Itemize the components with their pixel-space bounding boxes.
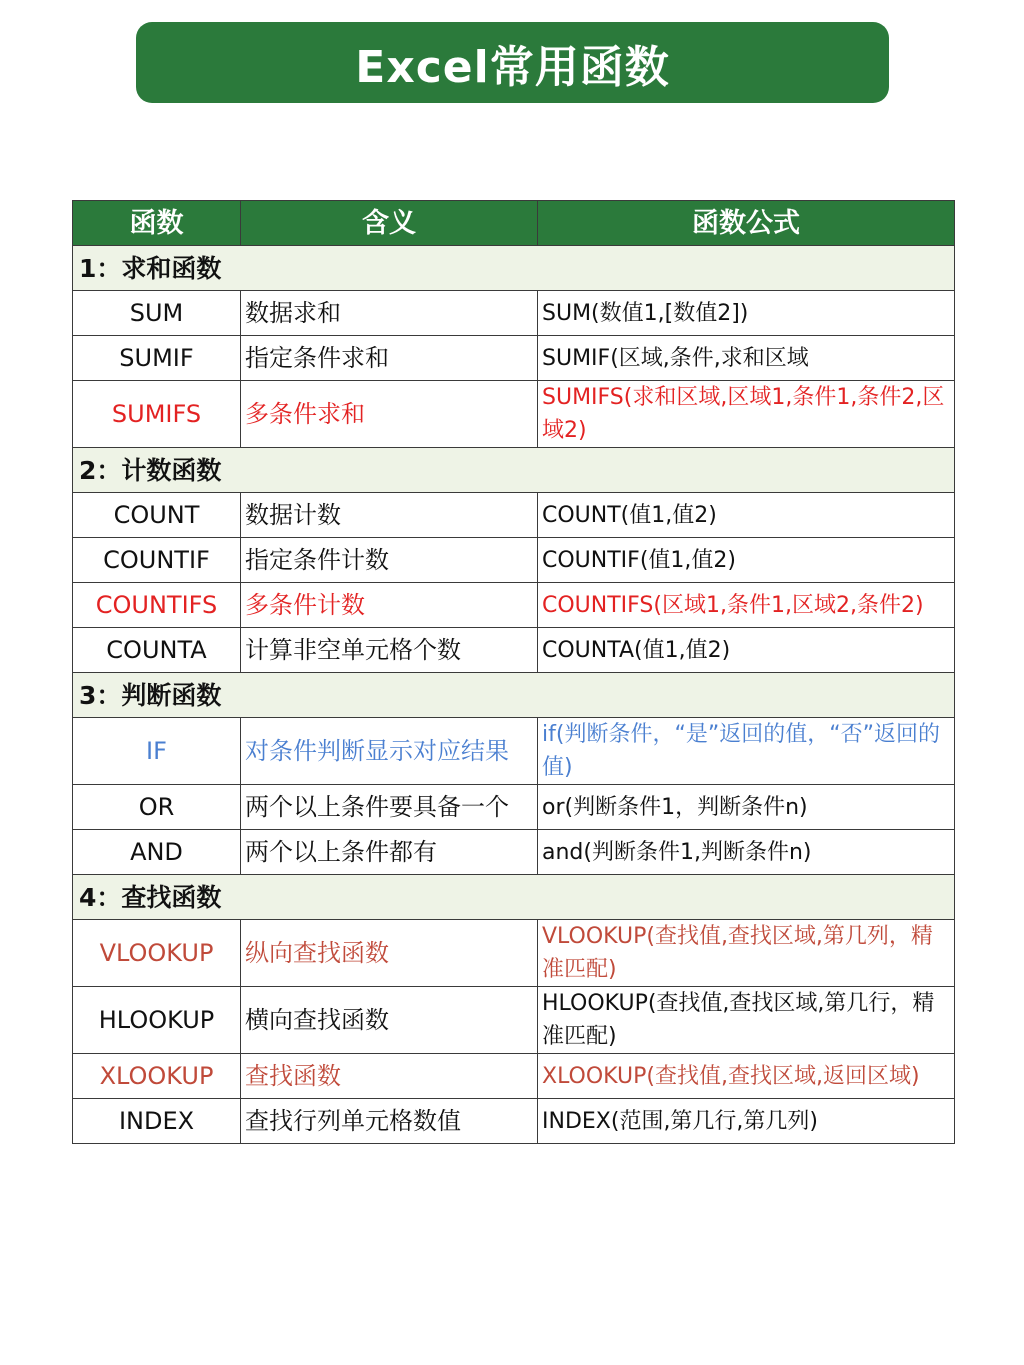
function-meaning: 两个以上条件都有 <box>241 830 538 875</box>
function-meaning: 对条件判断显示对应结果 <box>241 718 538 785</box>
function-name: COUNTIFS <box>73 583 241 628</box>
function-name: SUMIFS <box>73 381 241 448</box>
function-name: INDEX <box>73 1099 241 1144</box>
function-meaning: 数据求和 <box>241 291 538 336</box>
function-meaning: 两个以上条件要具备一个 <box>241 785 538 830</box>
section-label: 4：查找函数 <box>73 875 955 920</box>
section-label: 1：求和函数 <box>73 246 955 291</box>
function-name: HLOOKUP <box>73 987 241 1054</box>
function-formula: SUMIF(区域,条件,求和区域 <box>538 336 955 381</box>
function-formula: if(判断条件，“是”返回的值，“否”返回的值) <box>538 718 955 785</box>
function-meaning: 查找函数 <box>241 1054 538 1099</box>
function-formula: and(判断条件1,判断条件n) <box>538 830 955 875</box>
table-row <box>73 381 955 448</box>
section-header-lookup <box>73 875 955 920</box>
function-name: COUNT <box>73 493 241 538</box>
table-header-row <box>73 201 955 246</box>
function-formula: SUM(数值1,[数值2]) <box>538 291 955 336</box>
function-meaning: 横向查找函数 <box>241 987 538 1054</box>
function-formula: INDEX(范围,第几行,第几列) <box>538 1099 955 1144</box>
section-label: 2：计数函数 <box>73 448 955 493</box>
section-header-sum <box>73 246 955 291</box>
function-meaning: 数据计数 <box>241 493 538 538</box>
function-formula: or(判断条件1，判断条件n) <box>538 785 955 830</box>
function-meaning: 查找行列单元格数值 <box>241 1099 538 1144</box>
section-label: 3：判断函数 <box>73 673 955 718</box>
function-table <box>72 200 955 1144</box>
function-formula: COUNTIFS(区域1,条件1,区域2,条件2) <box>538 583 955 628</box>
table-row <box>73 538 955 583</box>
page-title: Excel常用函数 <box>355 41 670 93</box>
function-formula: VLOOKUP(查找值,查找区域,第几列，精准匹配) <box>538 920 955 987</box>
header-function: 函数 <box>73 201 241 246</box>
function-meaning: 指定条件求和 <box>241 336 538 381</box>
table-row <box>73 336 955 381</box>
table-row <box>73 785 955 830</box>
function-meaning: 多条件计数 <box>241 583 538 628</box>
function-formula: HLOOKUP(查找值,查找区域,第几行，精准匹配) <box>538 987 955 1054</box>
header-formula: 函数公式 <box>538 201 955 246</box>
table-row <box>73 628 955 673</box>
function-formula: XLOOKUP(查找值,查找区域,返回区域) <box>538 1054 955 1099</box>
function-name: XLOOKUP <box>73 1054 241 1099</box>
function-formula: COUNT(值1,值2) <box>538 493 955 538</box>
table-row <box>73 1099 955 1144</box>
table-row <box>73 493 955 538</box>
table-row <box>73 291 955 336</box>
section-header-count <box>73 448 955 493</box>
section-header-logic <box>73 673 955 718</box>
table-row <box>73 987 955 1054</box>
function-name: COUNTA <box>73 628 241 673</box>
function-meaning: 指定条件计数 <box>241 538 538 583</box>
function-name: COUNTIF <box>73 538 241 583</box>
function-formula: SUMIFS(求和区域,区域1,条件1,条件2,区域2) <box>538 381 955 448</box>
function-name: IF <box>73 718 241 785</box>
table-row <box>73 583 955 628</box>
function-name: VLOOKUP <box>73 920 241 987</box>
function-name: AND <box>73 830 241 875</box>
table-row <box>73 920 955 987</box>
table-row <box>73 830 955 875</box>
table-row <box>73 718 955 785</box>
function-name: SUM <box>73 291 241 336</box>
function-meaning: 多条件求和 <box>241 381 538 448</box>
table-row <box>73 1054 955 1099</box>
function-name: SUMIF <box>73 336 241 381</box>
title-banner <box>136 22 889 103</box>
header-meaning: 含义 <box>241 201 538 246</box>
function-meaning: 计算非空单元格个数 <box>241 628 538 673</box>
function-formula: COUNTA(值1,值2) <box>538 628 955 673</box>
function-formula: COUNTIF(值1,值2) <box>538 538 955 583</box>
function-meaning: 纵向查找函数 <box>241 920 538 987</box>
function-name: OR <box>73 785 241 830</box>
